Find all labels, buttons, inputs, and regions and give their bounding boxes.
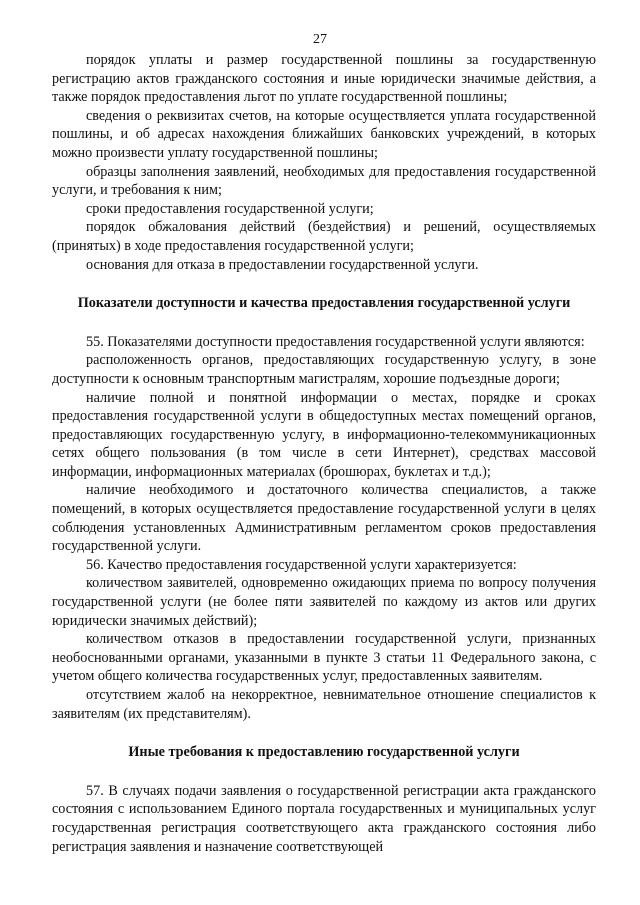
paragraph: расположенность органов, предоставляющих государственную услугу, в зоне доступности к основным транспортным магистралям, хорошие подъездные дороги; <box>52 352 596 387</box>
paragraph: образцы заполнения заявлений, необходимых для предоставления государственной услуги, и требования к ним; <box>52 163 596 199</box>
paragraph: отсутствием жалоб на некорректное, невнимательное отношение специалистов к заявителям (их представителям). <box>52 687 596 722</box>
page-number: 27 <box>313 32 327 47</box>
paragraph: сведения о реквизитах счетов, на которые осуществляется уплата государственной пошлины, и об адресах нахождения ближайших банковских учреждений, в которых можно произвести уплату государственной пошлины; <box>52 107 596 161</box>
paragraph: сроки предоставления государственной услуги; <box>86 200 374 217</box>
paragraph: наличие полной и понятной информации о местах, порядке и сроках предоставления государственной услуги в общедоступных местах помещений органов, предоставляющих государственную услугу, в информационно-телекоммуникационных сетях общего пользования (в том числе в сети Интернет), средствах массовой информации, информационных материалах (брошюрах, буклетах и т.д.); <box>52 389 596 480</box>
paragraph: порядок обжалования действий (бездействия) и решений, осуществляемых (принятых) в ходе предоставления государственной услуги; <box>52 219 596 254</box>
section-heading: Иные требования к предоставлению государственной услуги <box>128 744 520 761</box>
section-heading: Показатели доступности и качества предоставления государственной услуги <box>77 295 571 312</box>
paragraph: количеством заявителей, одновременно ожидающих приема по вопросу получения государственной услуги (не более пяти заявителей по каждому из актов или других юридически значимых действий); <box>52 575 596 629</box>
paragraph-56: 56. Качество предоставления государственной услуги характеризуется: <box>86 556 517 573</box>
paragraph-57: 57. В случаях подачи заявления о государственной регистрации акта гражданского состояния с использованием Единого портала государственных и муниципальных услуг государственная регистрация соответствующего акта гражданского состояния либо регистрация заявления и назначение соответствующей <box>52 782 596 855</box>
paragraph: порядок уплаты и размер государственной пошлины за государственную регистрацию актов гражданского состояния и иные юридически значимые действия, а также порядок предоставления льгот по уплате государственной пошлины; <box>52 52 596 106</box>
paragraph: основания для отказа в предоставлении государственной услуги. <box>86 256 479 273</box>
document-body <box>52 51 596 856</box>
paragraph: наличие необходимого и достаточного количества специалистов, а также помещений, в которых осуществляется предоставление государственной услуги в целях соблюдения установленных Административным регламентом сроков предоставления государственной услуги. <box>52 482 596 555</box>
paragraph: количеством отказов в предоставлении государственной услуги, признанных необоснованными органами, указанными в пункте 3 статьи 11 Федерального закона, с учетом общего количества государственных услуг, предоставленных заявителям. <box>52 631 596 685</box>
paragraph-55: 55. Показателями доступности предоставления государственной услуги являются: <box>86 333 585 350</box>
